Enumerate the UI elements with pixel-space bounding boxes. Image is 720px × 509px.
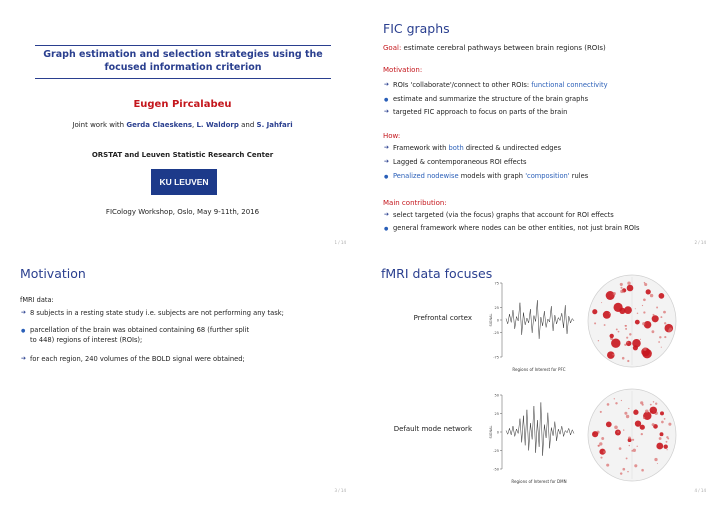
contribution-bullet-1: ➔ select targeted (via the focus) graphs that account for ROI effects bbox=[393, 210, 614, 220]
roi-node bbox=[659, 336, 661, 338]
roi-node bbox=[656, 307, 658, 309]
y-tick-label: 0 bbox=[496, 318, 499, 323]
frame-title: fMRI data focuses bbox=[381, 266, 493, 281]
roi-node bbox=[659, 437, 662, 440]
roi-node bbox=[660, 316, 662, 318]
roi-node bbox=[632, 439, 634, 441]
coauthor-3: S. Jahfari bbox=[256, 121, 293, 129]
roi-node bbox=[659, 293, 665, 299]
roi-node bbox=[626, 341, 628, 343]
roi-node bbox=[642, 322, 645, 325]
roi-node bbox=[635, 420, 641, 426]
roi-node bbox=[664, 322, 666, 324]
roi-node bbox=[668, 423, 671, 426]
roi-node bbox=[592, 431, 598, 437]
slide-motivation bbox=[0, 255, 360, 509]
roi-node bbox=[622, 357, 625, 360]
joint-prefix: Joint work with bbox=[72, 121, 125, 129]
roi-node bbox=[622, 468, 625, 471]
y-tick-label: 25 bbox=[494, 306, 499, 311]
roi-node bbox=[633, 410, 638, 415]
affiliation: ORSTAT and Leuven Statistic Research Center bbox=[91, 151, 274, 159]
roi-node bbox=[632, 339, 641, 348]
roi-node bbox=[626, 337, 628, 339]
goal-label: Goal: bbox=[383, 44, 402, 52]
m1-highlight: functional connectivity bbox=[531, 81, 608, 89]
how-bullet-3 bbox=[393, 171, 588, 181]
roi-node bbox=[606, 464, 609, 467]
h1-text-a: Framework with bbox=[393, 144, 447, 152]
roi-node bbox=[599, 442, 602, 445]
h3-text-b: models with graph bbox=[460, 172, 524, 180]
roi-node bbox=[640, 339, 641, 340]
roi-node bbox=[614, 398, 615, 399]
x-axis-label: Regions of Interest for PFC bbox=[512, 367, 566, 372]
x-axis-label: Regions of Interest for DMN bbox=[511, 479, 567, 484]
h3-highlight-c: 'composition' bbox=[525, 172, 570, 180]
page-number: 2 / 14 bbox=[694, 240, 706, 245]
roi-node bbox=[637, 313, 638, 314]
roi-node bbox=[643, 417, 645, 419]
roi-node bbox=[650, 294, 653, 297]
roi-node bbox=[628, 408, 629, 409]
roi-node bbox=[652, 423, 655, 426]
frame-title: FIC graphs bbox=[383, 21, 450, 36]
h3-text-d: rules bbox=[571, 172, 589, 180]
y-tick-label: 0 bbox=[496, 430, 499, 435]
roi-node bbox=[650, 407, 657, 414]
roi-node bbox=[637, 446, 638, 447]
brain-map-dmn bbox=[582, 385, 682, 485]
fmri-lead: fMRI data: bbox=[20, 296, 54, 304]
motivation-bullet-2: ● estimate and summarize the structure of the brain graphs bbox=[393, 94, 588, 104]
roi-node bbox=[603, 451, 606, 454]
frame-title: Motivation bbox=[20, 266, 86, 281]
pfc-signal-chart bbox=[480, 277, 580, 377]
roi-node bbox=[642, 305, 643, 306]
roi-node bbox=[627, 281, 630, 284]
roi-node bbox=[613, 292, 616, 295]
slide-fic-graphs bbox=[360, 0, 720, 254]
y-axis-label: SIGNAL bbox=[489, 313, 493, 327]
roi-node bbox=[652, 330, 655, 333]
roi-node bbox=[607, 403, 610, 406]
motivation-bullet-3: ➔ targeted FIC approach to focus on parts of the brain bbox=[393, 107, 567, 117]
roi-node bbox=[661, 421, 664, 424]
roi-node bbox=[641, 469, 644, 472]
roi-node bbox=[635, 308, 636, 309]
roi-node bbox=[664, 418, 666, 420]
roi-node bbox=[610, 334, 614, 338]
goal-line bbox=[383, 44, 606, 52]
ku-leuven-logo: KU LEUVEN bbox=[151, 169, 217, 195]
roi-node bbox=[601, 437, 604, 440]
roi-node bbox=[620, 472, 622, 474]
author-name: Eugen Pircalabeu bbox=[133, 99, 232, 110]
how-bullet-2: ➔ Lagged & contemporaneous ROI effects bbox=[393, 157, 527, 167]
roi-node bbox=[623, 429, 624, 430]
roi-node bbox=[641, 433, 643, 435]
motivation-label: Motivation: bbox=[383, 66, 423, 74]
roi-node bbox=[635, 320, 640, 325]
roi-node bbox=[667, 449, 668, 450]
roi-node bbox=[598, 340, 599, 341]
roi-node bbox=[652, 315, 659, 322]
y-tick-label: 75 bbox=[494, 281, 499, 286]
roi-node bbox=[645, 410, 648, 413]
roi-node bbox=[625, 325, 627, 327]
contribution-bullet-2: ● general framework where nodes can be other entities, not just brain ROIs bbox=[393, 223, 639, 233]
roi-node bbox=[625, 328, 627, 330]
m1-text: ROIs 'collaborate'/connect to other ROIs: bbox=[393, 81, 530, 89]
roi-node bbox=[640, 401, 643, 404]
roi-node bbox=[666, 441, 668, 443]
main-contribution-label: Main contribution: bbox=[383, 199, 447, 207]
roi-node bbox=[644, 282, 646, 284]
roi-node bbox=[619, 447, 622, 450]
y-tick-label: -25 bbox=[493, 449, 499, 453]
roi-node bbox=[646, 289, 651, 294]
roi-node bbox=[627, 360, 629, 362]
h3-highlight-a: Penalized nodewise bbox=[393, 172, 459, 180]
roi-node bbox=[592, 309, 597, 314]
y-axis-label: SIGNAL bbox=[489, 425, 493, 439]
roi-node bbox=[606, 291, 615, 300]
slide-fmri-focuses bbox=[360, 255, 720, 509]
roi-node bbox=[621, 400, 622, 401]
roi-node bbox=[643, 298, 646, 301]
roi-node bbox=[616, 328, 618, 330]
title-rule-bottom bbox=[35, 78, 331, 79]
roi-node bbox=[626, 457, 628, 459]
how-label: How: bbox=[383, 132, 401, 140]
signal-series-line bbox=[506, 402, 574, 455]
roi-node bbox=[661, 347, 662, 348]
roi-node bbox=[615, 402, 617, 404]
page-number: 3 / 14 bbox=[334, 488, 346, 493]
roi-node bbox=[624, 412, 627, 415]
roi-node bbox=[663, 311, 666, 314]
roi-node bbox=[669, 327, 672, 330]
roi-node bbox=[628, 437, 631, 440]
roi-node bbox=[653, 401, 654, 402]
h1-highlight: both bbox=[448, 144, 464, 152]
motivation-bullet-1 bbox=[393, 80, 608, 90]
sep-and: and bbox=[241, 121, 255, 129]
roi-node bbox=[656, 443, 663, 450]
slide-title bbox=[0, 0, 360, 254]
roi-node bbox=[657, 463, 658, 464]
y-tick-label: -75 bbox=[493, 355, 499, 360]
roi-node bbox=[633, 449, 636, 452]
roi-node bbox=[629, 445, 630, 446]
roi-node bbox=[601, 302, 602, 303]
brain-map-pfc bbox=[582, 271, 682, 371]
h1-text-c: directed & undirected edges bbox=[465, 144, 562, 152]
roi-node bbox=[629, 333, 631, 335]
roi-node bbox=[600, 411, 602, 413]
dmn-signal-chart bbox=[480, 389, 580, 489]
paper-title: Graph estimation and selection strategies using the focused information criterion bbox=[43, 49, 323, 73]
roi-node bbox=[654, 458, 657, 461]
roi-node bbox=[667, 438, 669, 440]
goal-text: estimate cerebral pathways between brain regions (ROIs) bbox=[403, 44, 606, 52]
y-tick-label: 25 bbox=[494, 412, 499, 416]
motivation-bullet-3: ➔ for each region, 240 volumes of the BOLD signal were obtained; bbox=[30, 354, 245, 364]
coauthor-2: L. Waldorp bbox=[196, 121, 239, 129]
signal-series-line bbox=[506, 300, 574, 338]
label-default-mode-network: Default mode network bbox=[393, 425, 472, 433]
roi-node bbox=[624, 344, 626, 346]
roi-node bbox=[631, 450, 633, 452]
roi-node bbox=[658, 341, 660, 343]
roi-node bbox=[627, 285, 634, 292]
roi-node bbox=[660, 411, 664, 415]
roi-node bbox=[620, 290, 624, 294]
page-number: 4 / 14 bbox=[694, 488, 706, 493]
roi-node bbox=[655, 403, 657, 405]
roi-node bbox=[612, 354, 614, 356]
roi-node bbox=[618, 331, 620, 333]
roi-node bbox=[643, 347, 646, 350]
roi-node bbox=[603, 311, 611, 319]
roi-node bbox=[609, 313, 610, 314]
roi-node bbox=[611, 338, 620, 347]
roi-node bbox=[620, 283, 623, 286]
roi-node bbox=[664, 336, 666, 338]
label-prefrontal-cortex: Prefrontal cortex bbox=[413, 314, 472, 322]
motivation-bullet-2: ● parcellation of the brain was obtained containing 68 (further split to 448) regions of interest (ROIs); bbox=[30, 325, 250, 345]
roi-node bbox=[617, 431, 619, 433]
motivation-bullet-1: ➔ 8 subjects in a resting state study i.e. subjects are not performing any task; bbox=[30, 308, 284, 318]
roi-node bbox=[620, 287, 622, 289]
roi-node bbox=[643, 311, 645, 313]
roi-node bbox=[606, 422, 612, 428]
title-rule-top bbox=[35, 45, 331, 46]
roi-node bbox=[619, 308, 625, 314]
sep-comma: , bbox=[191, 121, 195, 129]
roi-node bbox=[614, 426, 618, 430]
how-bullet-1 bbox=[393, 143, 561, 153]
roi-node bbox=[594, 322, 596, 324]
y-tick-label: -50 bbox=[493, 467, 499, 472]
roi-node bbox=[634, 464, 637, 467]
roi-node bbox=[660, 432, 664, 436]
workshop-line: FICology Workshop, Oslo, May 9-11th, 2016 bbox=[105, 208, 260, 216]
y-tick-label: -25 bbox=[493, 330, 499, 335]
roi-node bbox=[664, 445, 668, 449]
coauthors-line bbox=[0, 121, 360, 129]
coauthor-1: Gerda Claeskens bbox=[126, 121, 192, 129]
y-tick-label: 50 bbox=[494, 393, 499, 398]
roi-node bbox=[626, 415, 629, 418]
roi-node bbox=[600, 457, 602, 459]
roi-node bbox=[627, 471, 629, 473]
page-number: 1 / 14 bbox=[334, 240, 346, 245]
roi-node bbox=[604, 324, 606, 326]
roi-node bbox=[650, 404, 652, 406]
